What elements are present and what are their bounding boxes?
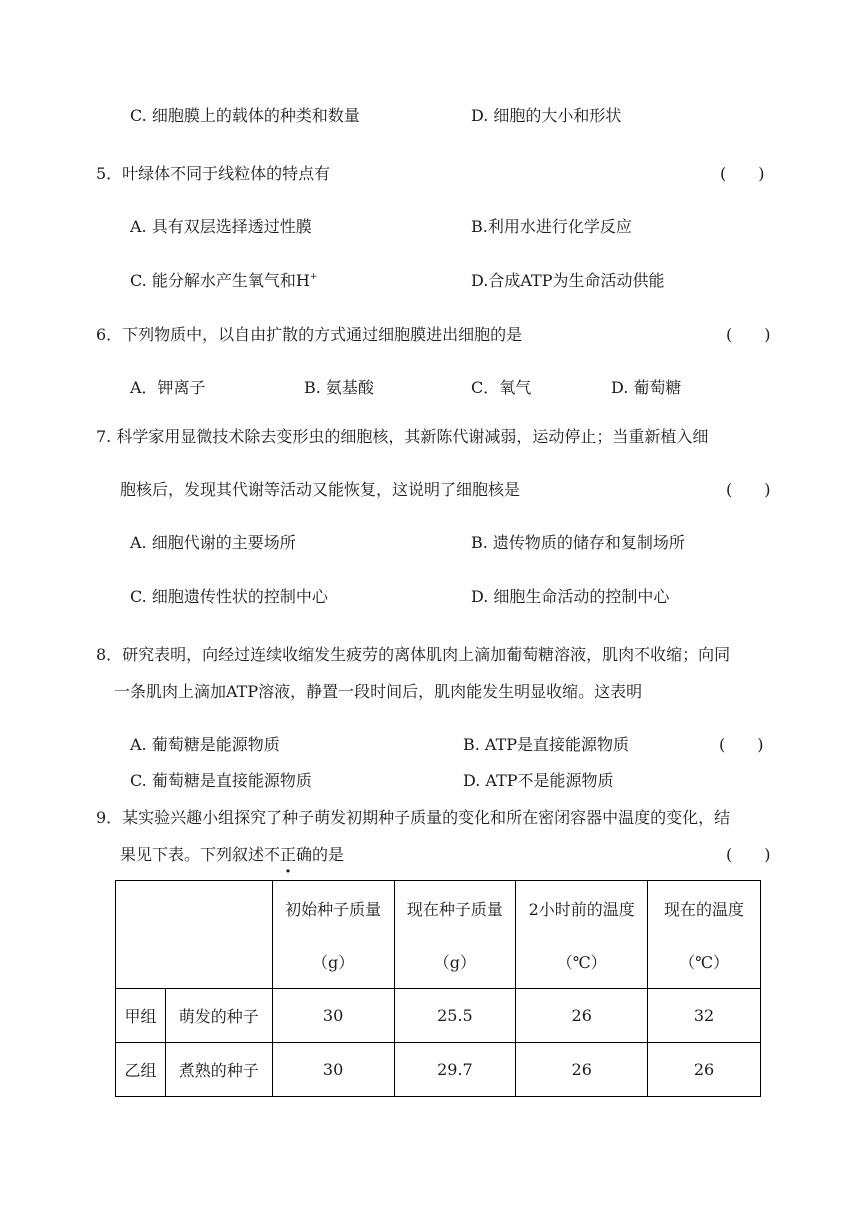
q6-answer-blank: ( ): [726, 325, 771, 344]
table-header-row: [116, 881, 761, 989]
q5-option-d: D.合成ATP为生命活动供能: [471, 271, 665, 290]
header-label: 初始种子质量: [285, 899, 382, 919]
header-unit: （g）: [433, 952, 477, 972]
q6-option-b: B. 氨基酸: [304, 378, 374, 397]
q9-answer-blank: ( ): [726, 845, 771, 864]
q6-stem: 6．下列物质中，以自由扩散的方式通过细胞膜进出细胞的是: [96, 325, 523, 344]
q8-stem-line1: 8．研究表明，向经过连续收缩发生疲劳的离体肌肉上滴加葡萄糖溶液，肌肉不收缩；向同: [96, 645, 731, 664]
q8-option-d: D. ATP不是能源物质: [463, 771, 614, 790]
q9-stem-line2-pre: 果见下表。下列叙述: [120, 845, 265, 864]
q7-option-b: B. 遗传物质的储存和复制场所: [471, 533, 685, 552]
q5-stem: 5．叶绿体不同于线粒体的特点有: [96, 164, 331, 183]
q6-option-a: A．钾离子: [130, 378, 206, 397]
table-value-cell: 26: [648, 1043, 761, 1097]
q9-stem-line2: [120, 842, 344, 865]
table-row: [116, 1043, 761, 1097]
q8-answer-blank: ( ): [719, 735, 764, 754]
q4-option-c: C. 细胞膜上的载体的种类和数量: [130, 106, 360, 125]
table-row: [116, 989, 761, 1043]
q6-option-c: C．氧气: [471, 378, 532, 397]
q7-option-a: A. 细胞代谢的主要场所: [130, 533, 296, 552]
header-unit: （℃）: [556, 952, 607, 972]
q9-stem-line2-post: 的是: [312, 845, 345, 864]
table-value-cell: 26: [516, 989, 648, 1043]
q8-option-c: C. 葡萄糖是直接能源物质: [130, 771, 312, 790]
q8-stem-line2: 一条肌肉上滴加ATP溶液，静置一段时间后，肌肉能发生明显收缩。这表明: [114, 682, 643, 701]
table-header-cell: [516, 881, 648, 989]
q7-stem-line1: 7. 科学家用显微技术除去变形虫的细胞核，其新陈代谢减弱，运动停止；当重新植入细: [96, 427, 709, 446]
header-label: 现在的温度: [664, 899, 745, 919]
q5-option-a: A. 具有双层选择透过性膜: [130, 217, 312, 236]
header-unit: （g）: [311, 952, 355, 972]
table-value-cell: 25.5: [394, 989, 516, 1043]
q5-option-c: [130, 268, 317, 291]
table-header-cell: [394, 881, 516, 989]
q7-answer-blank: ( ): [726, 480, 771, 499]
table-corner-cell: [116, 881, 273, 989]
table-header-cell: [648, 881, 761, 989]
q9-stem-emphasis: 不正确: [264, 845, 313, 864]
q9-stem-line1: 9．某实验兴趣小组探究了种子萌发初期种子质量的变化和所在密闭容器中温度的变化，结: [96, 808, 731, 827]
header-label: 现在种子质量: [406, 899, 503, 919]
q9-data-table: [115, 880, 761, 1097]
q5-option-c-sup: +: [309, 272, 318, 282]
table-value-cell: 26: [516, 1043, 648, 1097]
q5-option-b: B.利用水进行化学反应: [471, 217, 632, 236]
table-header-cell: [272, 881, 394, 989]
table-group-cell: 甲组: [116, 989, 166, 1043]
q4-option-d: D. 细胞的大小和形状: [471, 106, 622, 125]
table-type-cell: 煮熟的种子: [165, 1043, 272, 1097]
q8-option-b: B. ATP是直接能源物质: [463, 735, 630, 754]
q5-answer-blank: ( ): [720, 164, 765, 183]
table-value-cell: 30: [272, 989, 394, 1043]
header-unit: （℃）: [679, 952, 730, 972]
q7-stem-line2: 胞核后，发现其代谢等活动又能恢复，这说明了细胞核是: [120, 480, 521, 499]
q6-option-d: D. 葡萄糖: [611, 378, 682, 397]
table-type-cell: 萌发的种子: [165, 989, 272, 1043]
table-value-cell: 29.7: [394, 1043, 516, 1097]
q7-option-d: D. 细胞生命活动的控制中心: [471, 587, 670, 606]
table-value-cell: 30: [272, 1043, 394, 1097]
q7-option-c: C. 细胞遗传性状的控制中心: [130, 587, 328, 606]
q8-option-a: A. 葡萄糖是能源物质: [130, 735, 280, 754]
table-group-cell: 乙组: [116, 1043, 166, 1097]
q5-option-c-text: C. 能分解水产生氧气和H: [130, 271, 310, 290]
table-value-cell: 32: [648, 989, 761, 1043]
header-label: 2小时前的温度: [528, 899, 635, 919]
